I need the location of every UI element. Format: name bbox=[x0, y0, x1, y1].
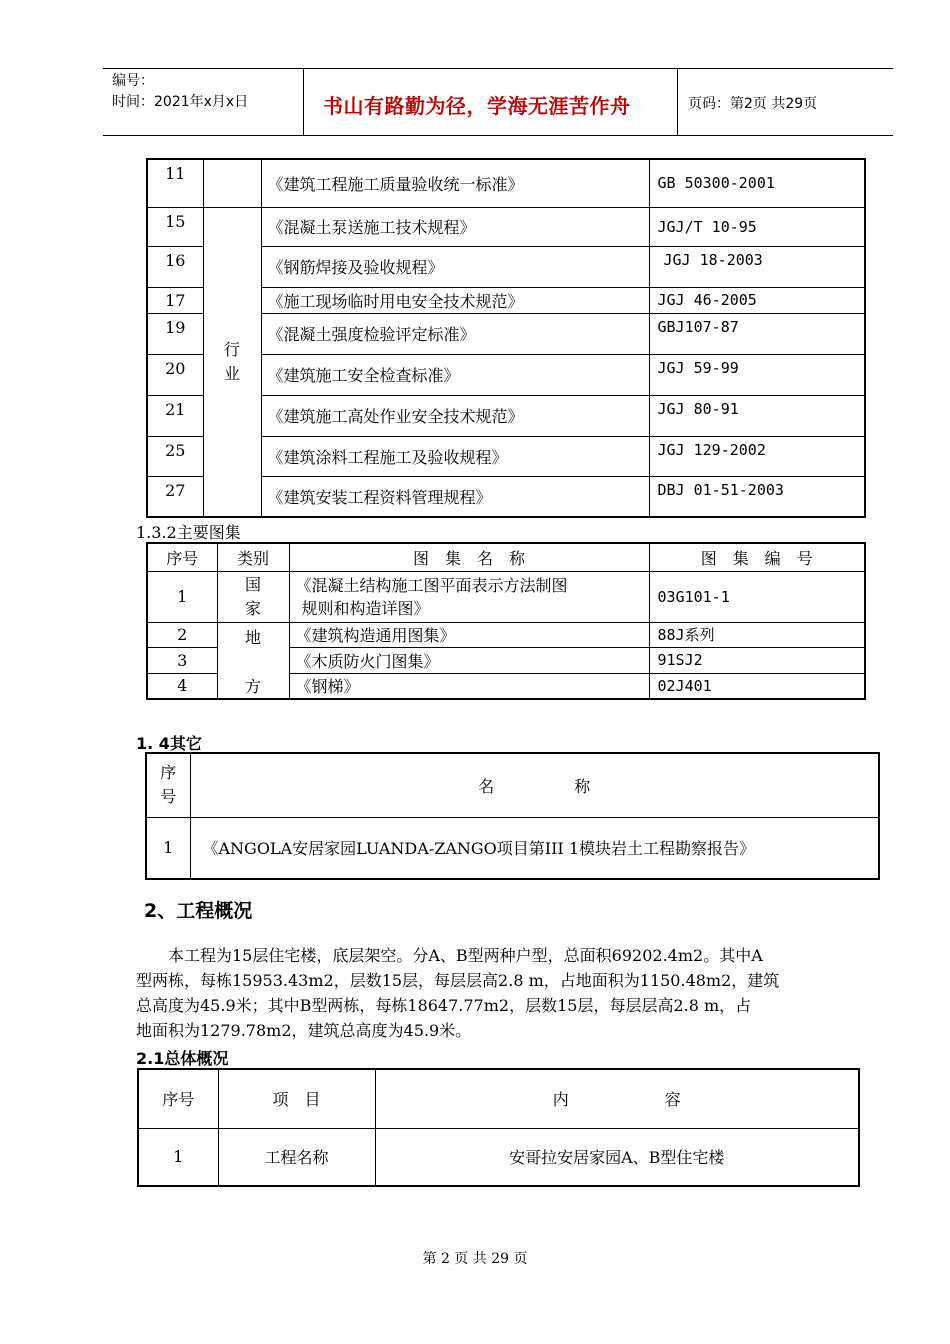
row-number: 1 bbox=[147, 571, 217, 622]
overview-title: 2、工程概况 bbox=[144, 900, 253, 922]
category-local-char2: 方 bbox=[244, 676, 261, 696]
col-header-no bbox=[146, 753, 190, 817]
col-header-name: 名 称 bbox=[190, 753, 879, 817]
overview-line4: 地面积为1279.78m2，建筑总高度为45.9米。 bbox=[136, 1021, 472, 1040]
table-row bbox=[147, 207, 865, 246]
row-number: 1 bbox=[146, 817, 190, 879]
atlas-name: 《建筑构造通用图集》 bbox=[289, 622, 649, 647]
category-local bbox=[217, 622, 289, 699]
general-table bbox=[137, 1068, 860, 1187]
category-national-char2: 家 bbox=[244, 598, 261, 618]
overview-paragraph bbox=[136, 943, 871, 1043]
category-industry-char1: 行 bbox=[223, 339, 240, 359]
atlas-code: 91SJ2 bbox=[649, 647, 865, 673]
category-local-char1: 地 bbox=[244, 627, 261, 647]
header-motto: 书山有路勤为径，学海无涯苦作舟 bbox=[323, 94, 631, 118]
header-divider-left bbox=[303, 68, 304, 136]
col-header-no-char2: 号 bbox=[160, 787, 177, 807]
standard-code: GBJ107-87 bbox=[649, 313, 865, 354]
col-header-code: 图 集 编 号 bbox=[649, 543, 865, 571]
atlas-name: 《木质防火门图集》 bbox=[289, 647, 649, 673]
standard-name: 《建筑工程施工质量验收统一标准》 bbox=[261, 159, 649, 207]
col-header-item: 项 目 bbox=[218, 1069, 375, 1128]
row-number: 21 bbox=[147, 395, 203, 436]
col-header-category: 类别 bbox=[217, 543, 289, 571]
standard-code: JGJ 46-2005 bbox=[649, 287, 865, 313]
row-number: 20 bbox=[147, 354, 203, 395]
standard-code: JGJ 129-2002 bbox=[649, 436, 865, 476]
overview-line2: 型两栋，每栋15953.43m2，层数15层，每层层高2.8 m，占地面积为1150.48m2，建筑 bbox=[136, 971, 780, 990]
standard-name: 《建筑施工安全检查标准》 bbox=[261, 354, 649, 395]
table-header-row bbox=[146, 753, 879, 817]
standards-table bbox=[146, 158, 866, 518]
standard-name: 《建筑涂料工程施工及验收规程》 bbox=[261, 436, 649, 476]
header-bottom-rule bbox=[103, 135, 893, 136]
item-content: 安哥拉安居家园A、B型住宅楼 bbox=[375, 1128, 859, 1186]
standard-name: 《混凝土强度检验评定标准》 bbox=[261, 313, 649, 354]
standard-name: 《混凝土泵送施工技术规程》 bbox=[261, 207, 649, 246]
atlas-code: 03G101-1 bbox=[649, 571, 865, 622]
row-number: 1 bbox=[138, 1128, 218, 1186]
table-row bbox=[146, 817, 879, 879]
table-header-row bbox=[138, 1069, 859, 1128]
atlas-code: 02J401 bbox=[649, 673, 865, 699]
row-number: 16 bbox=[147, 246, 203, 287]
standard-name: 《钢筋焊接及验收规程》 bbox=[261, 246, 649, 287]
atlas-table bbox=[146, 542, 866, 700]
category-industry-char2: 业 bbox=[223, 363, 240, 383]
standard-name: 《建筑安装工程资料管理规程》 bbox=[261, 476, 649, 517]
overview-line3: 总高度为45.9米；其中B型两栋，每栋18647.77m2，层数15层，每层层高2.8 m，占 bbox=[136, 996, 752, 1015]
col-header-name: 图 集 名 称 bbox=[289, 543, 649, 571]
standard-code: JGJ 80-91 bbox=[649, 395, 865, 436]
row-number: 25 bbox=[147, 436, 203, 476]
category-national-char1: 国 bbox=[244, 574, 261, 594]
header-time-label: 时间：2021年x月x日 bbox=[112, 94, 249, 110]
row-number: 4 bbox=[147, 673, 217, 699]
overview-line1: 本工程为15层住宅楼，底层架空。分A、B型两种户型，总面积69202.4m2。其中A bbox=[168, 946, 763, 965]
table-row bbox=[147, 622, 865, 647]
category-national bbox=[217, 571, 289, 622]
other-table bbox=[145, 752, 880, 880]
footer-page-number: 第 2 页 共 29 页 bbox=[422, 1251, 528, 1267]
standard-name: 《施工现场临时用电安全技术规范》 bbox=[261, 287, 649, 313]
category-industry bbox=[203, 207, 261, 517]
standard-code: GB 50300-2001 bbox=[649, 159, 865, 207]
table-row bbox=[147, 571, 865, 622]
atlas-name: 《钢梯》 bbox=[289, 673, 649, 699]
standard-name: 《建筑施工高处作业安全技术规范》 bbox=[261, 395, 649, 436]
general-section-title: 2.1总体概况 bbox=[136, 1049, 229, 1068]
atlas-code: 88J系列 bbox=[649, 622, 865, 647]
other-section-title: 1. 4其它 bbox=[136, 734, 202, 753]
atlas-name-line1: 《混凝土结构施工图平面表示方法制图 bbox=[295, 575, 568, 595]
standard-code: DBJ 01-51-2003 bbox=[649, 476, 865, 517]
table-header-row bbox=[147, 543, 865, 571]
row-number: 3 bbox=[147, 647, 217, 673]
header-top-rule bbox=[103, 68, 893, 69]
col-header-content: 内 容 bbox=[375, 1069, 859, 1128]
standard-code: JGJ/T 10-95 bbox=[649, 207, 865, 246]
col-header-no: 序号 bbox=[147, 543, 217, 571]
standard-code: JGJ 59-99 bbox=[649, 354, 865, 395]
atlas-name-line2: 规则和构造详图》 bbox=[301, 598, 430, 618]
category-cell bbox=[203, 159, 261, 207]
item-name: 工程名称 bbox=[218, 1128, 375, 1186]
row-number: 11 bbox=[147, 159, 203, 207]
atlas-section-title: 1.3.2主要图集 bbox=[136, 523, 241, 542]
atlas-name bbox=[289, 571, 649, 622]
header-number-label: 编号： bbox=[112, 73, 154, 89]
col-header-no: 序号 bbox=[138, 1069, 218, 1128]
row-number: 17 bbox=[147, 287, 203, 313]
report-name: 《ANGOLA安居家园LUANDA-ZANGO项目第III 1模块岩土工程勘察报告》 bbox=[190, 817, 879, 879]
standard-code: JGJ 18-2003 bbox=[649, 246, 865, 287]
row-number: 2 bbox=[147, 622, 217, 647]
row-number: 27 bbox=[147, 476, 203, 517]
row-number: 19 bbox=[147, 313, 203, 354]
header-page-label: 页码：第2页 共29页 bbox=[688, 96, 818, 112]
table-row bbox=[147, 159, 865, 207]
row-number: 15 bbox=[147, 207, 203, 246]
table-row bbox=[138, 1128, 859, 1186]
header-divider-right bbox=[677, 68, 678, 136]
col-header-no-char1: 序 bbox=[160, 763, 177, 783]
